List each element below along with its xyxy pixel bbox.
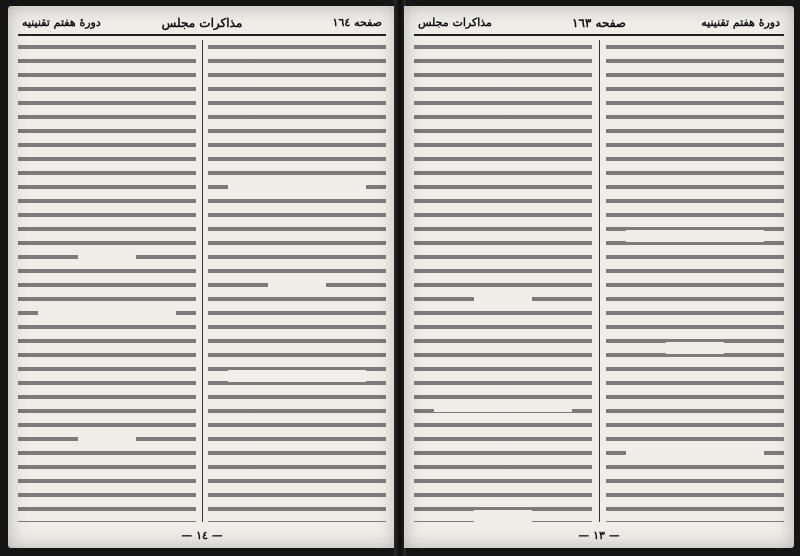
left-page-header bbox=[18, 12, 386, 36]
text-column bbox=[414, 40, 592, 522]
left-page bbox=[8, 6, 396, 548]
right-page-folio: — ١٣ — bbox=[578, 529, 620, 542]
right-page bbox=[404, 6, 794, 548]
left-page-title: مذاكرات مجلس bbox=[161, 16, 243, 30]
right-page-header bbox=[414, 12, 784, 36]
left-page-folio: — ١٤ — bbox=[181, 529, 223, 542]
right-page-title: مذاكرات مجلس bbox=[418, 16, 492, 29]
text-column bbox=[18, 40, 196, 522]
text-column bbox=[208, 40, 386, 522]
column-divider bbox=[599, 40, 600, 522]
text-column bbox=[606, 40, 784, 522]
right-page-columns bbox=[414, 40, 784, 522]
left-page-number: صفحه ١٦٤ bbox=[332, 16, 382, 29]
column-divider bbox=[202, 40, 203, 522]
right-page-session: دورهٔ هفتم تقنینیه bbox=[701, 16, 780, 29]
right-page-number: صفحه ١٦٣ bbox=[572, 16, 626, 30]
left-page-columns bbox=[18, 40, 386, 522]
left-page-session: دورهٔ هفتم تقنینیه bbox=[22, 16, 101, 29]
